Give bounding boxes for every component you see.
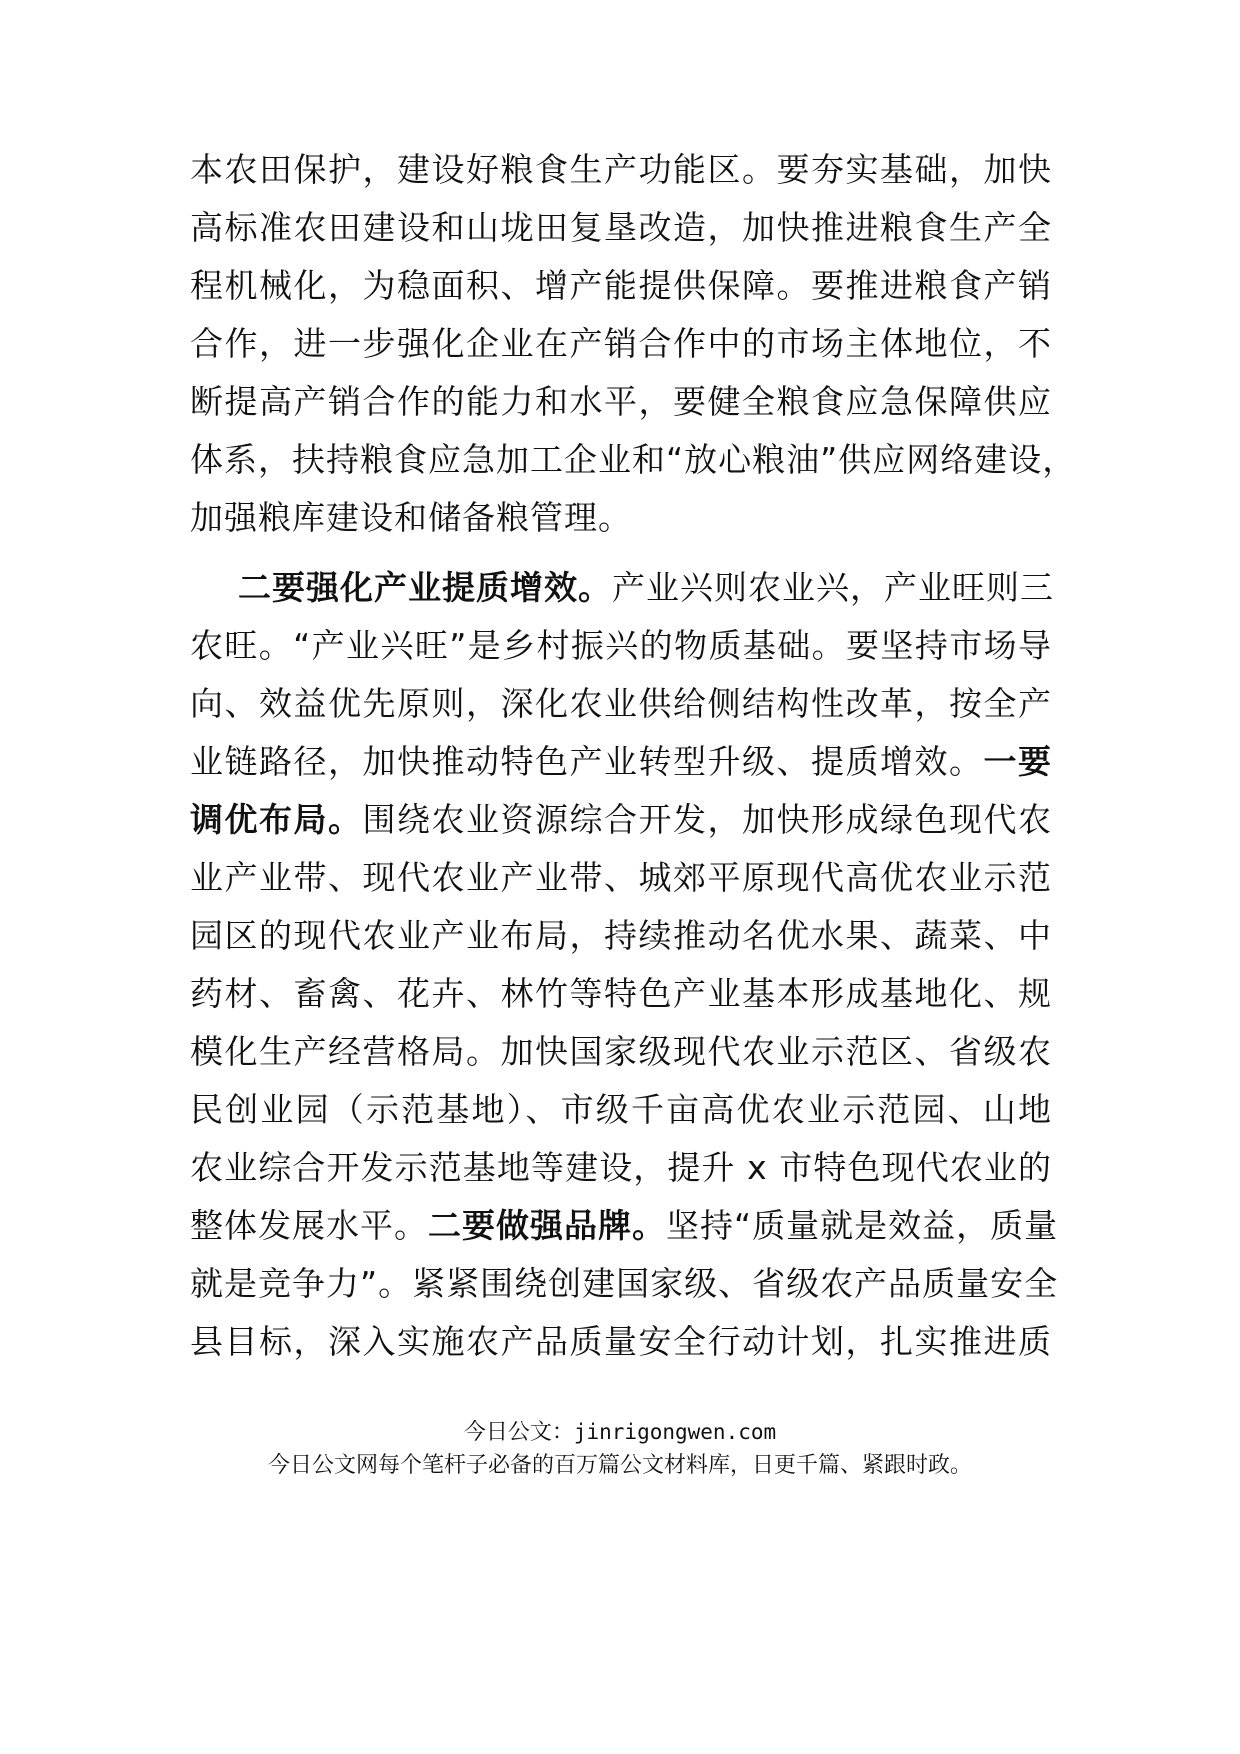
paragraph-line: 业链路径，加快推动特色产业转型升级、提质增效。一要 — [190, 742, 1052, 781]
paragraph-line: 整体发展水平。二要做强品牌。坚持“质量就是效益，质量 — [190, 1206, 1059, 1245]
footer-source — [0, 1418, 1240, 1447]
paragraph-line: 本农田保护，建设好粮食生产功能区。要夯实基础，加快 — [190, 150, 1052, 189]
footer-url-link[interactable]: jinrigongwen.com — [573, 1420, 777, 1444]
paragraph-line: 县目标，深入实施农产品质量安全行动计划，扎实推进质 — [190, 1322, 1052, 1361]
paragraph-line: 农业综合开发示范基地等建设，提升 x 市特色现代农业的 — [190, 1148, 1052, 1187]
sub-heading: 二要做强品牌。 — [428, 1206, 666, 1245]
paragraph-line: 程机械化，为稳面积、增产能提供保障。要推进粮食产销 — [190, 266, 1052, 305]
paragraph-line: 加强粮库建设和储备粮管理。 — [190, 498, 632, 537]
paragraph-line: 药材、畜禽、花卉、林竹等特色产业基本形成基地化、规 — [190, 974, 1052, 1013]
paragraph-line: 调优布局。围绕农业资源综合开发，加快形成绿色现代农 — [190, 800, 1052, 839]
paragraph-line: 民创业园（示范基地）、市级千亩高优农业示范园、山地 — [190, 1090, 1052, 1129]
paragraph-line: 体系，扶持粮食应急加工企业和“放心粮油”供应网络建设， — [190, 440, 1077, 479]
paragraph-line: 就是竞争力”。紧紧围绕创建国家级、省级农产品质量安全 — [190, 1264, 1059, 1303]
paragraph-line: 二要强化产业提质增效。产业兴则农业兴，产业旺则三 — [238, 568, 1054, 607]
paragraph-line: 合作，进一步强化企业在产销合作中的市场主体地位，不 — [190, 324, 1052, 363]
footer-label: 今日公文： — [463, 1420, 574, 1445]
paragraph-line: 向、效益优先原则，深化农业供给侧结构性改革，按全产 — [190, 684, 1052, 723]
sub-heading: 一要 — [983, 742, 1052, 781]
paragraph-line: 高标准农田建设和山垅田复垦改造，加快推进粮食生产全 — [190, 208, 1052, 247]
sub-heading: 调优布局。 — [190, 800, 363, 839]
paragraph-line: 模化生产经营格局。加快国家级现代农业示范区、省级农 — [190, 1032, 1052, 1071]
section-heading: 二要强化产业提质增效。 — [238, 568, 612, 607]
footer-tagline: 今日公文网每个笔杆子必备的百万篇公文材料库，日更千篇、紧跟时政。 — [267, 1453, 972, 1478]
paragraph-line: 断提高产销合作的能力和水平，要健全粮食应急保障供应 — [190, 382, 1052, 421]
paragraph-line: 园区的现代农业产业布局，持续推动名优水果、蔬菜、中 — [190, 916, 1052, 955]
paragraph-line: 农旺。“产业兴旺”是乡村振兴的物质基础。要坚持市场导 — [190, 626, 1052, 665]
paragraph-line: 业产业带、现代农业产业带、城郊平原现代高优农业示范 — [190, 858, 1052, 897]
